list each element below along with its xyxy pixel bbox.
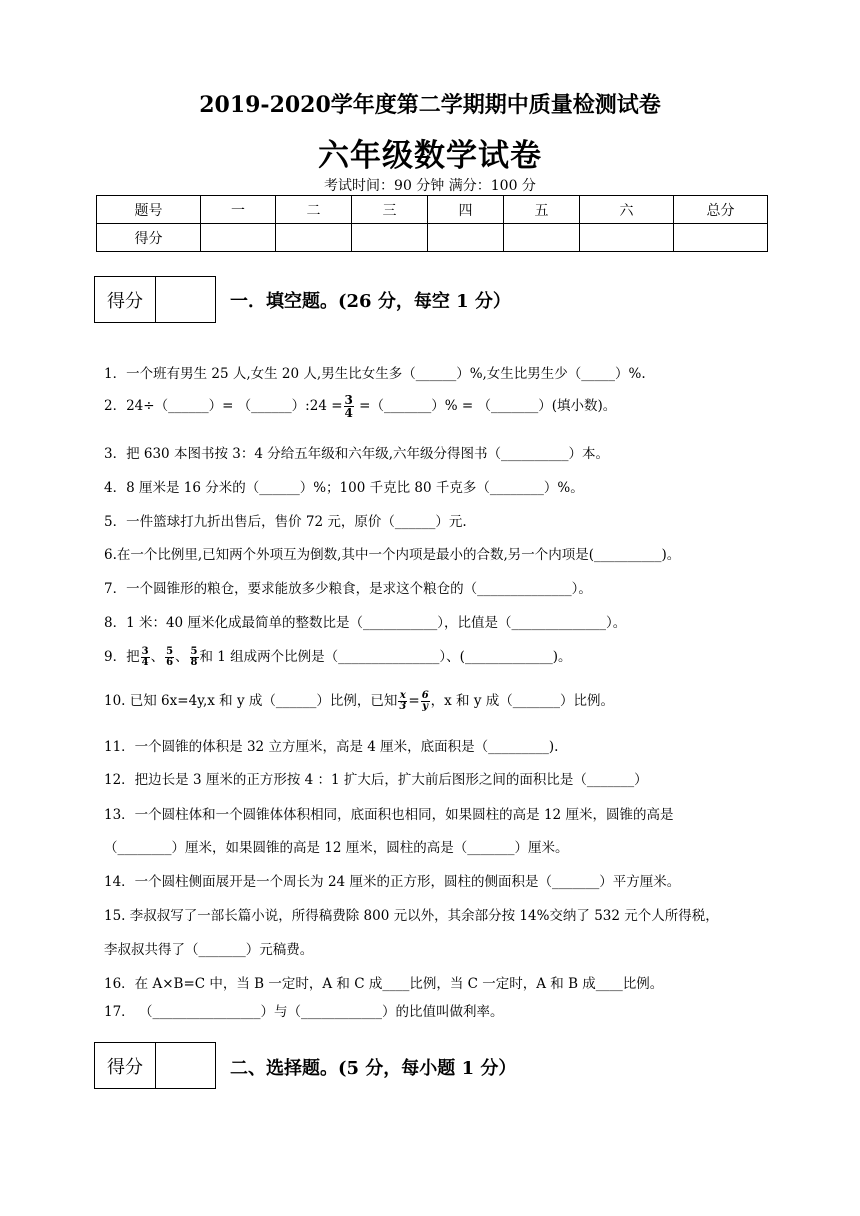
score-field[interactable] <box>428 224 504 252</box>
question-15-line-1: 15. 李叔叔写了一部长篇小说，所得稿费除 800 元以外，其余部分按 14%交纳了 532 元个人所得税， <box>104 908 719 924</box>
question-3: 3．把 630 本图书按 3：4 分给五年级和六年级,六年级分得图书（__________）本。 <box>104 446 609 462</box>
score-field[interactable] <box>276 224 352 252</box>
exam-header-title: 2019-2020学年度第二学期期中质量检测试卷 <box>199 92 661 118</box>
question-5: 5．一件篮球打九折出售后，售价 72 元，原价（______）元. <box>104 514 467 530</box>
score-table-score-row <box>97 224 768 252</box>
question-2-text-a: 2．24÷（______）= （______）:24 = <box>104 398 343 414</box>
question-9-separator: 、 <box>150 649 165 665</box>
score-table-cell: 一 <box>201 196 276 224</box>
question-2-text-b: =（_______）% = （_______）(填小数)。 <box>354 398 617 414</box>
score-table-cell: 二 <box>276 196 352 224</box>
question-17: 17． （________________）与（____________）的比值叫做利率。 <box>104 1004 504 1020</box>
question-9-text-b: 和 1 组成两个比例是（_______________）、(_____________)。 <box>199 649 572 665</box>
fraction-5-8: $\frac{5}{8}$ <box>190 646 198 668</box>
score-field[interactable] <box>504 224 580 252</box>
question-10-equals: = <box>408 693 420 709</box>
question-12: 12．把边长是 3 厘米的正方形按 4 ：1 扩大后，扩大前后图形之间的面积比是（_______） <box>104 772 648 788</box>
question-6: 6.在一个比例里,已知两个外项互为倒数,其中一个内项是最小的合数,另一个内项是(__________)。 <box>104 547 681 563</box>
exam-time-info: 考试时间：90 分钟 满分：100 分 <box>324 178 536 194</box>
question-9-text-a: 9．把 <box>104 649 140 665</box>
section2-score-field[interactable] <box>156 1043 215 1088</box>
score-table-cell: 四 <box>428 196 504 224</box>
section1-score-box <box>94 276 216 323</box>
section2-score-label: 得分 <box>95 1043 156 1088</box>
section1-score-label: 得分 <box>95 277 156 322</box>
section1-score-field[interactable] <box>156 277 215 322</box>
score-table-row-label: 得分 <box>97 224 201 252</box>
section1-title: 一．填空题。(26 分，每空 1 分） <box>230 291 511 312</box>
question-1: 1．一个班有男生 25 人,女生 20 人,男生比女生多（______）%,女生比男生少（_____）%. <box>104 366 646 382</box>
fraction-3-4: $\frac{3}{4}$ <box>141 646 149 668</box>
question-8: 8．1 米：40 厘米化成最简单的整数比是（___________），比值是（______________）。 <box>104 615 627 631</box>
question-11: 11．一个圆锥的体积是 32 立方厘米，高是 4 厘米，底面积是（_________). <box>104 739 559 755</box>
score-table-cell: 六 <box>580 196 674 224</box>
fraction-6-y: $\frac{6}{y}$ <box>421 690 429 712</box>
question-10-text-a: 10. 已知 6x=4y,x 和 y 成（______）比例，已知 <box>104 693 398 709</box>
score-table-cell: 总分 <box>674 196 768 224</box>
fraction-three-quarters: $\frac{3}{4}$ <box>344 393 353 420</box>
exam-main-title: 六年级数学试卷 <box>318 138 542 174</box>
score-table-cell: 三 <box>352 196 428 224</box>
score-field[interactable] <box>580 224 674 252</box>
question-9 <box>104 645 571 668</box>
question-13-line-1: 13．一个圆柱体和一个圆锥体体积相同，底面积也相同，如果圆柱的高是 12 厘米，圆锥的高是 <box>104 807 674 823</box>
question-13-line-2: （________）厘米，如果圆锥的高是 12 厘米，圆柱的高是（_______）厘米。 <box>104 840 569 856</box>
fraction-5-6: $\frac{5}{6}$ <box>166 646 174 668</box>
score-table-header-row <box>97 196 768 224</box>
score-table-cell: 五 <box>504 196 580 224</box>
question-14: 14．一个圆柱侧面展开是一个周长为 24 厘米的正方形，圆柱的侧面积是（_______）平方厘米。 <box>104 874 681 890</box>
question-15-line-2: 李叔叔共得了（_______）元稿费。 <box>104 942 314 958</box>
question-4: 4．8 厘米是 16 分米的（______）%；100 千克比 80 千克多（________）%。 <box>104 480 584 496</box>
section2-title: 二、选择题。(5 分，每小题 1 分） <box>230 1058 517 1079</box>
score-table <box>96 195 768 252</box>
question-16: 16．在 A×B=C 中，当 B 一定时，A 和 C 成____比例，当 C 一定时，A 和 B 成____比例。 <box>104 976 664 992</box>
score-field[interactable] <box>352 224 428 252</box>
score-table-cell: 题号 <box>97 196 201 224</box>
score-field[interactable] <box>674 224 768 252</box>
question-7: 7．一个圆锥形的粮仓，要求能放多少粮食，是求这个粮仓的（______________）。 <box>104 581 592 597</box>
question-10-text-b: ，x 和 y 成（_______）比例。 <box>430 693 615 709</box>
question-9-separator: 、 <box>175 649 189 665</box>
question-10 <box>104 689 614 712</box>
section2-score-box <box>94 1042 216 1089</box>
fraction-x-3: $\frac{x}{3}$ <box>399 690 407 712</box>
question-2 <box>104 394 616 419</box>
score-field[interactable] <box>201 224 276 252</box>
